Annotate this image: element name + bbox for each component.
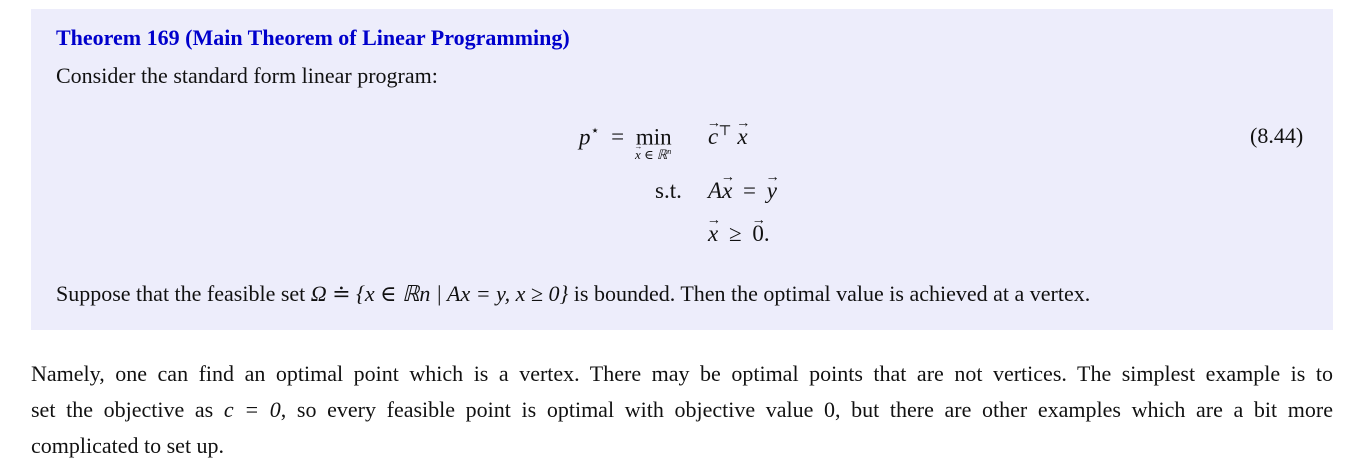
transpose-symbol: ⊤ <box>718 123 732 139</box>
feasible-set-expression: Ω ≐ {x ∈ ℝn | Ax = y, x ≥ 0} <box>310 281 569 306</box>
c-vector: → c <box>708 124 718 150</box>
body-paragraph <box>31 356 1333 464</box>
line2-math: c = 0 <box>223 397 281 422</box>
constraint-label: s.t. <box>655 178 682 203</box>
p-symbol: p <box>579 124 591 150</box>
matrix-A: A <box>708 178 723 203</box>
min-subscript: → x ∈ ℝ$^n$ <box>635 147 671 163</box>
constraint-nonnegativity <box>708 221 770 247</box>
theorem-intro: Consider the standard form linear program: <box>56 63 438 88</box>
theorem-statement <box>56 281 1090 307</box>
x-vector: → x <box>737 124 747 150</box>
constraint-equality <box>708 178 777 204</box>
zero-vector: → 0 <box>752 221 764 247</box>
x-vector: → x <box>722 178 732 204</box>
theorem-title: Theorem 169 (Main Theorem of Linear Programming) <box>56 25 570 50</box>
min-operator: min <box>635 124 672 150</box>
line2-text-b: , so every feasible point is optimal with objective value 0, but there are other examples which are a bit more <box>280 397 1333 422</box>
equation-number: (8.44) <box>1250 123 1304 148</box>
statement-text-before: Suppose that the feasible set <box>56 281 311 306</box>
x-vector: → x <box>708 221 718 247</box>
star-symbol: ⋆ <box>590 123 600 139</box>
theorem-box <box>31 9 1333 330</box>
x-vector-sub: → x <box>635 147 641 163</box>
statement-text-after: is bounded. Then the optimal value is achieved at a vertex. <box>568 281 1091 306</box>
equals-sign: = <box>611 124 625 150</box>
period: . <box>763 221 770 246</box>
line2-text-a: set the objective as <box>31 397 224 422</box>
paragraph-line-2 <box>31 392 1333 428</box>
paragraph-line-1: Namely, one can find an optimal point which is a vertex. There may be optimal points that are not vertices. The simplest example is to <box>31 361 1333 386</box>
objective-expression <box>708 123 748 150</box>
y-vector: → y <box>767 178 777 204</box>
geq-sign: ≥ <box>728 221 742 246</box>
paragraph-line-3: complicated to set up. <box>31 433 225 458</box>
equals-sign: = <box>743 178 757 203</box>
